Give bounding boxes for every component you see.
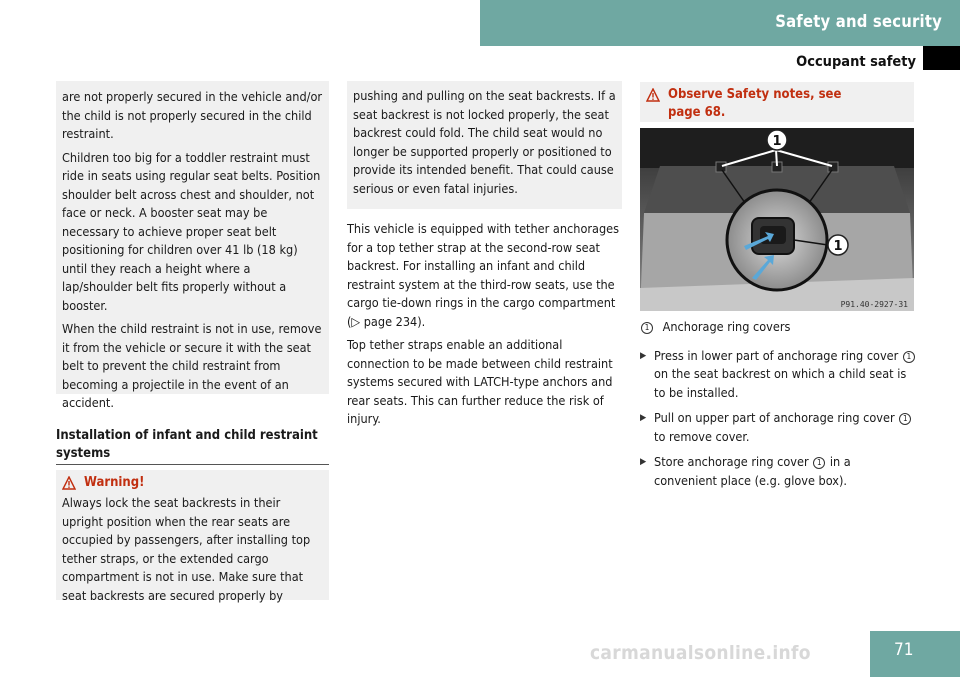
subsection-title: Occupant safety bbox=[796, 54, 916, 70]
page-number-tab bbox=[870, 631, 960, 677]
continued-text-box bbox=[56, 81, 329, 410]
warning-box bbox=[56, 470, 329, 603]
warning-text: Always lock the seat backrests in their upright position when the rear seats are occupied by passengers, after installing top tether straps, or the extended cargo compartment is not in use. Make sure that seat backrests are secured properly by bbox=[62, 495, 311, 603]
callout-number: 1 bbox=[641, 322, 653, 334]
body-paragraph: This vehicle is equipped with tether anchorages for a top tether strap at the second-row seat backrest. For installing an infant and child restraint system at the third-row seats, use the cargo tie-down rings in the cargo compartment (▷ page 234). bbox=[347, 221, 620, 329]
body-paragraph: Top tether straps enable an additional connection to be made between child restraint systems secured with LATCH-type anchors and rear seats. This can further reduce the risk of injury. bbox=[347, 337, 613, 426]
bullet-arrow-icon: ▶ bbox=[640, 457, 647, 467]
column-3-text bbox=[640, 318, 920, 490]
instruction-step: ▶ Pull on upper part of anchorage ring cover 1 to remove cover. bbox=[640, 409, 920, 446]
observe-line-1: Observe Safety notes, see bbox=[668, 87, 842, 102]
warning-heading bbox=[56, 474, 323, 492]
box-paragraph: Children too big for a toddler restraint must ride in seats using regular seat belts. Position shoulder belt across chest and shoulder, not face or neck. A booster seat may be necessary to achieve proper seat belt positioning for children over 41 lb (18 kg) until they reach a height where a lap/shoulder belt fits properly without a booster. bbox=[62, 149, 321, 313]
box-paragraph: When the child restraint is not in use, remove it from the vehicle or secure it with the seat belt to prevent the child restraint from becoming a projectile in the event of an accident. bbox=[62, 321, 322, 410]
image-code: P91.40-2927-31 bbox=[840, 300, 908, 309]
bullet-arrow-icon: ▶ bbox=[640, 350, 647, 361]
column-2-text bbox=[347, 220, 622, 429]
cargo-compartment-photo bbox=[640, 128, 914, 311]
page-number: 71 bbox=[894, 640, 914, 660]
box-paragraph: are not properly secured in the vehicle and/or the child is not properly secured in the child restraint. bbox=[62, 89, 323, 141]
observe-heading bbox=[640, 86, 908, 122]
section-header-tab bbox=[480, 0, 960, 46]
instruction-step: ▶ Press in lower part of anchorage ring cover 1 on the seat backrest on which a child seat is to be installed. bbox=[640, 347, 920, 403]
continued-warning-box bbox=[347, 81, 622, 209]
warning-title: Warning! bbox=[84, 475, 145, 490]
cargo-illustration bbox=[640, 128, 914, 311]
legend-item bbox=[640, 318, 920, 337]
section-heading: Installation of infant and child restraint systems bbox=[56, 427, 329, 465]
legend-text: Anchorage ring covers bbox=[662, 319, 791, 334]
section-title: Safety and security bbox=[775, 12, 942, 31]
svg-text:1: 1 bbox=[772, 134, 782, 149]
bullet-arrow-icon: ▶ bbox=[640, 413, 647, 423]
svg-text:1: 1 bbox=[833, 239, 843, 254]
observe-line-2: page 68. bbox=[668, 105, 726, 120]
instruction-step: ▶ Store anchorage ring cover 1 in a convenient place (e.g. glove box). bbox=[640, 453, 920, 490]
watermark: carmanualsonline.info bbox=[590, 642, 811, 664]
warning-triangle-icon bbox=[62, 476, 76, 490]
warning-triangle-icon bbox=[646, 88, 660, 102]
box-paragraph: pushing and pulling on the seat backrests. If a seat backrest is not locked properly, the seat backrest could fold. The child seat would no longer be supported properly or positioned to provide its intended benefit. That could cause serious or even fatal injuries. bbox=[353, 88, 616, 196]
page-edge-marker bbox=[923, 46, 960, 70]
observe-notes-box bbox=[640, 82, 914, 122]
